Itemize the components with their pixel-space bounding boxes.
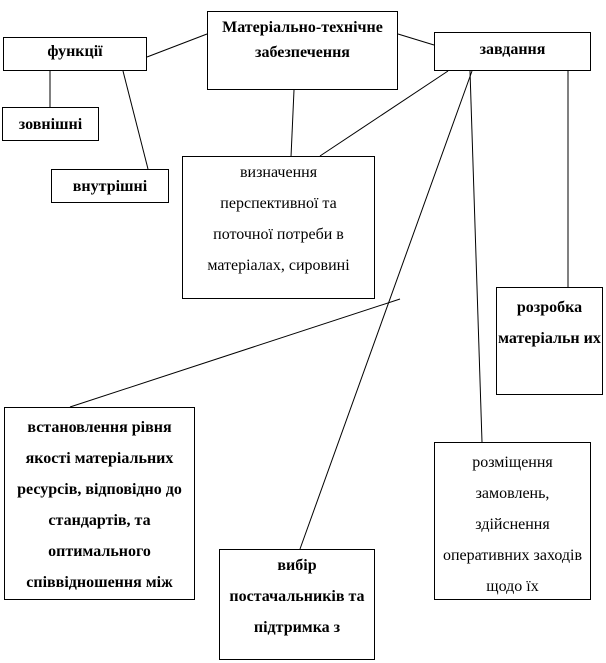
tasks-box bbox=[434, 32, 591, 71]
development-box bbox=[496, 287, 603, 395]
external-label: зовнішні bbox=[18, 116, 83, 133]
suppliers-box bbox=[219, 549, 375, 660]
orders-label: розміщення замовлень, здійснення оперативних заходів щодо їх bbox=[442, 454, 583, 595]
suppliers-label: вибір постачальників та підтримка з bbox=[229, 557, 365, 636]
tasks-label: завдання bbox=[479, 41, 546, 58]
internal-box bbox=[51, 169, 169, 203]
external-box bbox=[2, 107, 99, 141]
line-center-functions bbox=[147, 34, 207, 57]
center-box bbox=[207, 11, 398, 90]
line-to-quality bbox=[70, 299, 400, 407]
line-center-need bbox=[291, 90, 294, 157]
quality-label: встановлення рівня якості матеріальних ресурсів, відповідно до стандартів, та оптимального співвідношення між bbox=[17, 419, 182, 591]
line-tasks-orders bbox=[470, 71, 482, 442]
line-functions-internal bbox=[123, 71, 148, 169]
orders-box bbox=[434, 442, 591, 600]
need-box bbox=[182, 156, 375, 299]
center-label: Матеріально-технічне забезпечення bbox=[222, 19, 383, 61]
functions-label: функції bbox=[47, 43, 103, 60]
need-label: визначення перспективної та поточної потреби в матеріалах, сировині bbox=[207, 164, 350, 274]
quality-box bbox=[4, 407, 195, 600]
functions-box bbox=[3, 37, 147, 71]
development-label: розробка матеріальн их bbox=[498, 299, 601, 347]
line-center-tasks bbox=[398, 34, 434, 45]
internal-label: внутрішні bbox=[72, 178, 148, 195]
